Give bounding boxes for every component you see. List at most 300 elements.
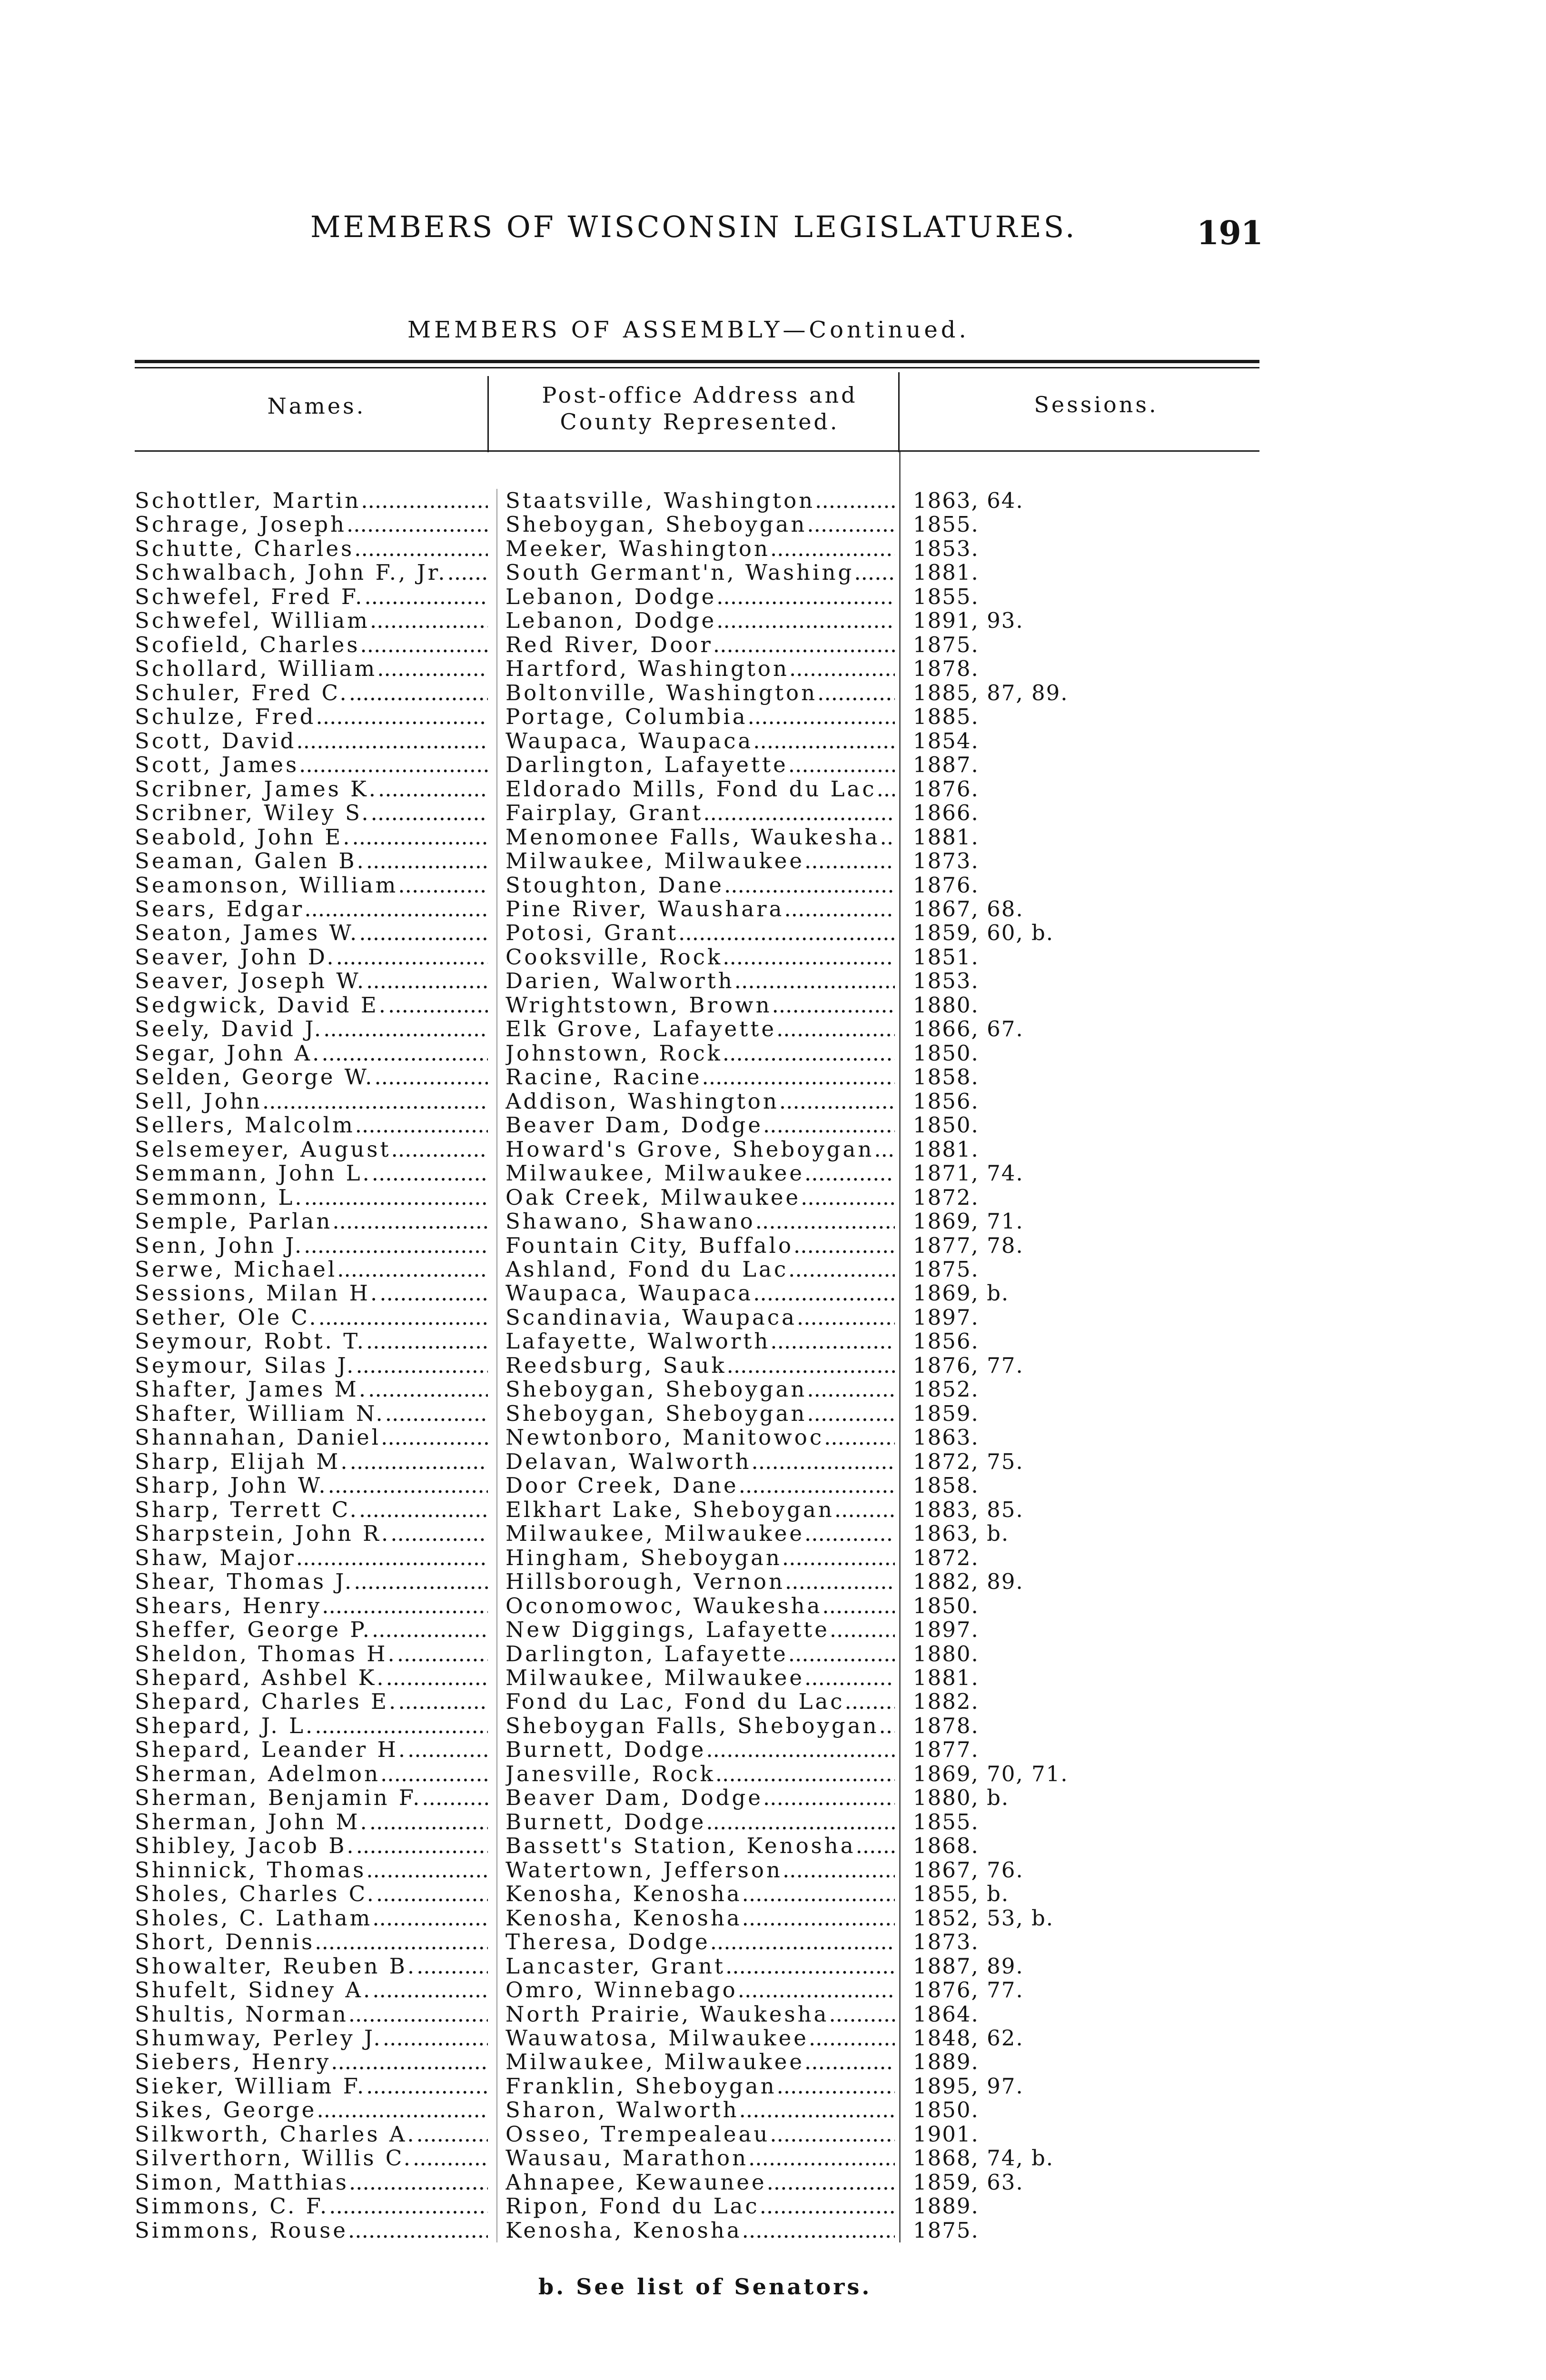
sessions-served-cell xyxy=(913,753,1256,777)
sessions-served-cell xyxy=(913,1281,1256,1305)
table-row xyxy=(0,1762,1546,1786)
member-name: Shear, Thomas J. xyxy=(135,1570,354,1594)
member-name-cell xyxy=(135,1354,488,1378)
sessions-served: 1875. xyxy=(913,1258,979,1282)
post-office-address-cell xyxy=(505,1570,895,1594)
member-name-cell xyxy=(135,801,488,825)
member-name-cell xyxy=(135,2194,488,2218)
table-row xyxy=(0,1930,1546,1954)
member-name: Sell, John xyxy=(135,1089,262,1114)
member-name: Scribner, James K. xyxy=(135,777,378,802)
dot-leader xyxy=(355,1113,488,1137)
post-office-address: Menomonee Falls, Waukesha xyxy=(505,825,880,850)
member-name-cell xyxy=(135,1306,488,1329)
table-row xyxy=(0,1666,1546,1690)
sessions-served: 1876, 77. xyxy=(913,1978,1024,2003)
dot-leader xyxy=(364,585,488,609)
sessions-served-cell xyxy=(913,1378,1256,1401)
dot-leader xyxy=(879,1714,895,1738)
member-name: Sharp, John W. xyxy=(135,1474,328,1498)
post-office-address: Ripon, Fond du Lac xyxy=(505,2194,760,2219)
member-name: Selden, George W. xyxy=(135,1065,375,1090)
sessions-served: 1897. xyxy=(913,1618,979,1642)
table-row xyxy=(0,1954,1546,1978)
table-row xyxy=(0,753,1546,777)
running-title: MEMBERS OF WISCONSIN LEGISLATURES. xyxy=(310,209,1077,244)
dot-leader xyxy=(748,2146,895,2170)
member-name: Shannahan, Daniel xyxy=(135,1426,381,1450)
sessions-served: 1853. xyxy=(913,536,979,561)
sessions-served: 1869, 71. xyxy=(913,1210,1024,1234)
post-office-address: Milwaukee, Milwaukee xyxy=(505,2050,805,2074)
sessions-served: 1852. xyxy=(913,1378,979,1402)
member-name-cell xyxy=(135,1954,488,1978)
post-office-address-cell xyxy=(505,1738,895,1762)
table-row xyxy=(0,2171,1546,2194)
dot-leader xyxy=(829,2003,895,2026)
sessions-served-cell xyxy=(913,1594,1256,1618)
post-office-address-cell xyxy=(505,969,895,993)
post-office-address: Hillsborough, Vernon xyxy=(505,1570,785,1594)
dot-leader xyxy=(785,1570,895,1594)
post-office-address: New Diggings, Lafayette xyxy=(505,1618,830,1642)
table-row xyxy=(0,1498,1546,1522)
table-row xyxy=(0,1690,1546,1714)
dot-leader xyxy=(375,1065,488,1089)
dot-leader xyxy=(727,1354,895,1378)
member-name: Seaver, John D. xyxy=(135,945,336,970)
post-office-address-cell xyxy=(505,945,895,969)
dot-leader xyxy=(856,1834,895,1858)
dot-leader xyxy=(779,1090,895,1113)
dot-leader xyxy=(801,1186,895,1210)
member-name: Shibley, Jacob B. xyxy=(135,1834,356,1858)
member-name-cell xyxy=(135,1882,488,1906)
dot-leader xyxy=(753,729,895,753)
post-office-address-cell xyxy=(505,1210,895,1233)
member-name-cell xyxy=(135,1258,488,1281)
member-name: Sears, Edgar xyxy=(135,897,305,922)
sessions-served-cell xyxy=(913,537,1256,561)
post-office-address: Osseo, Trempealeau xyxy=(505,2122,770,2147)
member-name: Senn, John J. xyxy=(135,1233,304,1258)
post-office-address: Scandinavia, Waupaca xyxy=(505,1305,797,1330)
table-row xyxy=(0,1786,1546,1810)
table-row xyxy=(0,705,1546,729)
sessions-served: 1877. xyxy=(913,1738,979,1762)
sessions-served: 1897. xyxy=(913,1305,979,1330)
sessions-served-cell xyxy=(913,993,1256,1017)
table-row xyxy=(0,1161,1546,1185)
dot-leader xyxy=(742,2219,895,2242)
table-row xyxy=(0,825,1546,849)
post-office-address-cell xyxy=(505,897,895,921)
sessions-served: 1858. xyxy=(913,1065,979,1090)
sessions-served-cell xyxy=(913,1138,1256,1161)
header-column-divider-2 xyxy=(898,372,900,452)
sessions-served: 1854. xyxy=(913,729,979,754)
member-name-cell xyxy=(135,945,488,969)
post-office-address-cell xyxy=(505,657,895,681)
member-name-cell xyxy=(135,633,488,657)
member-name-cell xyxy=(135,1402,488,1426)
post-office-address-cell xyxy=(505,1714,895,1738)
sessions-served-cell xyxy=(913,1642,1256,1666)
sessions-served-cell xyxy=(913,681,1256,705)
sessions-served: 1876. xyxy=(913,777,979,802)
dot-leader xyxy=(742,1906,895,1930)
member-name-cell xyxy=(135,1714,488,1738)
sessions-served-cell xyxy=(913,1738,1256,1762)
table-row xyxy=(0,1329,1546,1353)
sessions-served: 1880. xyxy=(913,993,979,1018)
member-name: Short, Dennis xyxy=(135,1930,315,1954)
sessions-served-cell xyxy=(913,1978,1256,2002)
dot-leader xyxy=(366,969,488,993)
sessions-served: 1863, b. xyxy=(913,1522,1010,1546)
sessions-served-cell xyxy=(913,777,1256,801)
dot-leader xyxy=(323,1017,488,1041)
sessions-served-cell xyxy=(913,1113,1256,1137)
sessions-served-cell xyxy=(913,1762,1256,1786)
member-name-cell xyxy=(135,873,488,897)
member-name-cell xyxy=(135,1786,488,1810)
sessions-served: 1866, 67. xyxy=(913,1017,1024,1041)
sessions-served: 1877, 78. xyxy=(913,1233,1024,1258)
dot-leader xyxy=(770,2122,895,2146)
table-row xyxy=(0,1138,1546,1161)
dot-leader xyxy=(359,921,488,945)
member-name: Schwefel, Fred F. xyxy=(135,585,365,609)
sessions-served: 1859. xyxy=(913,1401,979,1426)
post-office-address-cell xyxy=(505,561,895,585)
member-name: Shepard, Ashbel K. xyxy=(135,1666,386,1690)
post-office-address-cell xyxy=(505,1161,895,1185)
sessions-served-cell xyxy=(913,1161,1256,1185)
member-name: Sholes, C. Latham xyxy=(135,1906,373,1931)
dot-leader xyxy=(369,1810,488,1834)
sessions-served-cell xyxy=(913,1570,1256,1594)
sessions-served-cell xyxy=(913,1041,1256,1065)
sessions-served: 1851. xyxy=(913,945,979,970)
dot-leader xyxy=(723,945,895,969)
dot-leader xyxy=(356,1354,488,1378)
sessions-served-cell xyxy=(913,1306,1256,1329)
sessions-served: 1855. xyxy=(913,585,979,609)
post-office-address: Darlington, Lafayette xyxy=(505,753,788,777)
sessions-served-cell xyxy=(913,969,1256,993)
dot-leader xyxy=(739,2098,895,2122)
sessions-served: 1868, 74, b. xyxy=(913,2146,1054,2171)
post-office-address-cell xyxy=(505,1090,895,1113)
sessions-served: 1881. xyxy=(913,1137,979,1162)
post-office-address-cell xyxy=(505,1642,895,1666)
dot-leader xyxy=(299,753,488,777)
dot-leader xyxy=(755,1210,895,1233)
table-row xyxy=(0,1186,1546,1210)
member-name-cell xyxy=(135,1858,488,1882)
dot-leader xyxy=(713,633,895,657)
sessions-served: 1867, 76. xyxy=(913,1858,1024,1883)
post-office-address: Lebanon, Dodge xyxy=(505,585,717,609)
dot-leader xyxy=(824,1426,895,1449)
post-office-address: Shawano, Shawano xyxy=(505,1210,755,1234)
member-name: Schrage, Joseph xyxy=(135,513,347,537)
post-office-address: Watertown, Jefferson xyxy=(505,1858,783,1883)
dot-leader xyxy=(742,1882,895,1906)
dot-leader xyxy=(834,1498,895,1522)
member-name-cell xyxy=(135,825,488,849)
table-row xyxy=(0,1594,1546,1618)
member-name-cell xyxy=(135,489,488,513)
dot-leader xyxy=(354,537,488,561)
dot-leader xyxy=(830,1618,895,1642)
table-row xyxy=(0,1546,1546,1570)
member-name: Sharp, Elijah M. xyxy=(135,1449,350,1474)
dot-leader xyxy=(359,1498,488,1522)
post-office-address-cell xyxy=(505,1546,895,1570)
post-office-address-cell xyxy=(505,1666,895,1690)
post-office-address: Sheboygan, Sheboygan xyxy=(505,1378,807,1402)
table-row xyxy=(0,585,1546,609)
post-office-address-cell xyxy=(505,1450,895,1474)
sessions-served-cell xyxy=(913,2219,1256,2242)
dot-leader xyxy=(398,1690,488,1714)
post-office-address-cell xyxy=(505,1498,895,1522)
post-office-address-cell xyxy=(505,1690,895,1714)
sessions-served-cell xyxy=(913,1474,1256,1497)
dot-leader xyxy=(378,777,488,801)
post-office-address: Reedsburg, Sauk xyxy=(505,1353,727,1378)
dot-leader xyxy=(336,945,488,969)
dot-leader xyxy=(366,849,488,873)
table-row xyxy=(0,1642,1546,1666)
post-office-address: Beaver Dam, Dodge xyxy=(505,1113,763,1138)
sessions-served-cell xyxy=(913,609,1256,633)
member-name-cell xyxy=(135,1666,488,1690)
sessions-served: 1869, 70, 71. xyxy=(913,1762,1069,1786)
member-name-cell xyxy=(135,1210,488,1233)
sessions-served-cell xyxy=(913,1210,1256,1233)
sessions-served-cell xyxy=(913,489,1256,513)
post-office-address-cell xyxy=(505,489,895,513)
sessions-served: 1875. xyxy=(913,633,979,657)
sessions-served-cell xyxy=(913,513,1256,536)
sessions-served-cell xyxy=(913,1546,1256,1570)
member-name: Seamonson, William xyxy=(135,873,398,897)
member-name: Shinnick, Thomas xyxy=(135,1858,367,1883)
dot-leader xyxy=(350,1450,488,1474)
post-office-address-cell xyxy=(505,1306,895,1329)
post-office-address: Lafayette, Walworth xyxy=(505,1329,771,1354)
table-row xyxy=(0,1426,1546,1449)
post-office-address-cell xyxy=(505,1138,895,1161)
dot-leader xyxy=(804,2050,895,2074)
member-name: Schollard, William xyxy=(135,657,377,681)
member-name: Semple, Parlan xyxy=(135,1210,333,1234)
sessions-served-cell xyxy=(913,1450,1256,1474)
member-name-cell xyxy=(135,1810,488,1834)
dot-leader xyxy=(376,1882,488,1906)
post-office-address: South Germant'n, Washing xyxy=(505,561,854,585)
table-row xyxy=(0,849,1546,873)
sessions-served: 1855. xyxy=(913,513,979,537)
post-office-address: Hartford, Washington xyxy=(505,657,789,681)
sessions-served-cell xyxy=(913,1618,1256,1642)
sessions-served-cell xyxy=(913,2074,1256,2098)
sessions-served-cell xyxy=(913,945,1256,969)
member-name-cell xyxy=(135,2098,488,2122)
post-office-address: Sheboygan, Sheboygan xyxy=(505,1401,807,1426)
post-office-address: Elk Grove, Lafayette xyxy=(505,1017,777,1041)
post-office-address: Burnett, Dodge xyxy=(505,1810,706,1835)
sessions-served-cell xyxy=(913,921,1256,945)
dot-leader xyxy=(315,1930,488,1954)
sessions-served-cell xyxy=(913,1258,1256,1281)
member-name-cell xyxy=(135,1738,488,1762)
table-row xyxy=(0,2026,1546,2050)
member-name-cell xyxy=(135,1138,488,1161)
post-office-address: Lancaster, Grant xyxy=(505,1954,726,1979)
post-office-address-cell xyxy=(505,2171,895,2194)
sessions-served-cell xyxy=(913,585,1256,609)
sessions-served: 1868. xyxy=(913,1834,979,1858)
post-office-address: Stoughton, Dane xyxy=(505,873,724,897)
table-row xyxy=(0,729,1546,753)
sessions-served: 1872. xyxy=(913,1185,979,1210)
post-office-address: Burnett, Dodge xyxy=(505,1738,706,1762)
dot-leader xyxy=(782,1546,895,1570)
table-row xyxy=(0,1210,1546,1233)
dot-leader xyxy=(738,1978,895,2002)
member-name-cell xyxy=(135,585,488,609)
sessions-served-cell xyxy=(913,2122,1256,2146)
sessions-served-cell xyxy=(913,561,1256,585)
table-row xyxy=(0,681,1546,705)
dot-leader xyxy=(398,873,488,897)
post-office-address: Addison, Washington xyxy=(505,1089,779,1114)
member-name-cell xyxy=(135,1594,488,1618)
member-name: Seaver, Joseph W. xyxy=(135,969,367,993)
column-header-names: Names. xyxy=(267,393,366,419)
dot-leader xyxy=(386,1666,488,1690)
sessions-served-cell xyxy=(913,1714,1256,1738)
dot-leader xyxy=(347,513,488,536)
sessions-served-cell xyxy=(913,2171,1256,2194)
member-name-cell xyxy=(135,1186,488,1210)
sessions-served: 1856. xyxy=(913,1089,979,1114)
dot-leader xyxy=(797,1306,895,1329)
table-row xyxy=(0,1281,1546,1305)
member-name: Showalter, Reuben B. xyxy=(135,1954,417,1979)
post-office-address: Wausau, Marathon xyxy=(505,2146,749,2171)
sessions-served-cell xyxy=(913,1786,1256,1810)
post-office-address-cell xyxy=(505,1281,895,1305)
dot-leader xyxy=(793,1234,895,1258)
table-row xyxy=(0,1906,1546,1930)
member-name-cell xyxy=(135,1618,488,1642)
member-name: Silkworth, Charles A. xyxy=(135,2122,416,2147)
member-name: Segar, John A. xyxy=(135,1041,322,1066)
dot-leader xyxy=(788,753,895,777)
sessions-served-cell xyxy=(913,1065,1256,1089)
dot-leader xyxy=(366,1858,488,1882)
post-office-address-cell xyxy=(505,2219,895,2242)
sessions-served-cell xyxy=(913,801,1256,825)
member-name: Shafter, William N. xyxy=(135,1401,385,1426)
member-name-cell xyxy=(135,1161,488,1185)
sessions-served: 1881. xyxy=(913,561,979,585)
dot-leader xyxy=(854,561,895,585)
sessions-served: 1895, 97. xyxy=(913,2074,1024,2099)
sessions-served-cell xyxy=(913,1858,1256,1882)
dot-leader xyxy=(416,1954,488,1978)
column-header-sessions: Sessions. xyxy=(1034,392,1159,417)
member-name: Scofield, Charles xyxy=(135,633,360,657)
dot-leader xyxy=(716,585,895,609)
dot-leader xyxy=(716,609,895,633)
post-office-address-cell xyxy=(505,1329,895,1353)
sessions-served: 1873. xyxy=(913,849,979,873)
table-row xyxy=(0,1474,1546,1497)
dot-leader xyxy=(723,1041,895,1065)
dot-leader xyxy=(807,513,895,536)
post-office-address-cell xyxy=(505,2003,895,2026)
table-row xyxy=(0,1882,1546,1906)
page-number: 191 xyxy=(1197,214,1263,252)
dot-leader xyxy=(377,657,488,681)
post-office-address-cell xyxy=(505,1930,895,1954)
table-row xyxy=(0,1834,1546,1858)
member-name-cell xyxy=(135,2122,488,2146)
member-name: Sherman, Benjamin F. xyxy=(135,1786,422,1810)
member-name: Simmons, Rouse xyxy=(135,2218,348,2243)
sessions-served-cell xyxy=(913,705,1256,729)
sessions-served: 1855, b. xyxy=(913,1882,1010,1906)
post-office-address-cell xyxy=(505,1762,895,1786)
post-office-address: Milwaukee, Milwaukee xyxy=(505,1161,805,1186)
post-office-address-cell xyxy=(505,2098,895,2122)
dot-leader xyxy=(370,609,488,633)
member-name: Sieker, William F. xyxy=(135,2074,367,2099)
table-row xyxy=(0,1978,1546,2002)
dot-leader xyxy=(770,1329,895,1353)
dot-leader xyxy=(381,1426,488,1449)
member-name-cell xyxy=(135,705,488,729)
member-name: Shepard, Charles E. xyxy=(135,1690,398,1714)
post-office-address-cell xyxy=(505,537,895,561)
post-office-address-cell xyxy=(505,1810,895,1834)
post-office-address: Milwaukee, Milwaukee xyxy=(505,1522,805,1546)
dot-leader xyxy=(880,825,895,849)
dot-leader xyxy=(804,1666,895,1690)
dot-leader xyxy=(318,1306,488,1329)
dot-leader xyxy=(706,1810,895,1834)
sessions-served: 1882. xyxy=(913,1690,979,1714)
dot-leader xyxy=(331,2050,488,2074)
member-name: Shepard, Leander H. xyxy=(135,1738,408,1762)
sessions-served-cell xyxy=(913,1426,1256,1449)
sessions-served: 1880. xyxy=(913,1642,979,1666)
post-office-address-cell xyxy=(505,2146,895,2170)
table-row xyxy=(0,2194,1546,2218)
member-name-cell xyxy=(135,1546,488,1570)
member-name-cell xyxy=(135,2026,488,2050)
post-office-address-cell xyxy=(505,1474,895,1497)
post-office-address: Waupaca, Waupaca xyxy=(505,1281,753,1306)
table-row xyxy=(0,969,1546,993)
table-header-bottom-rule xyxy=(135,450,1259,452)
